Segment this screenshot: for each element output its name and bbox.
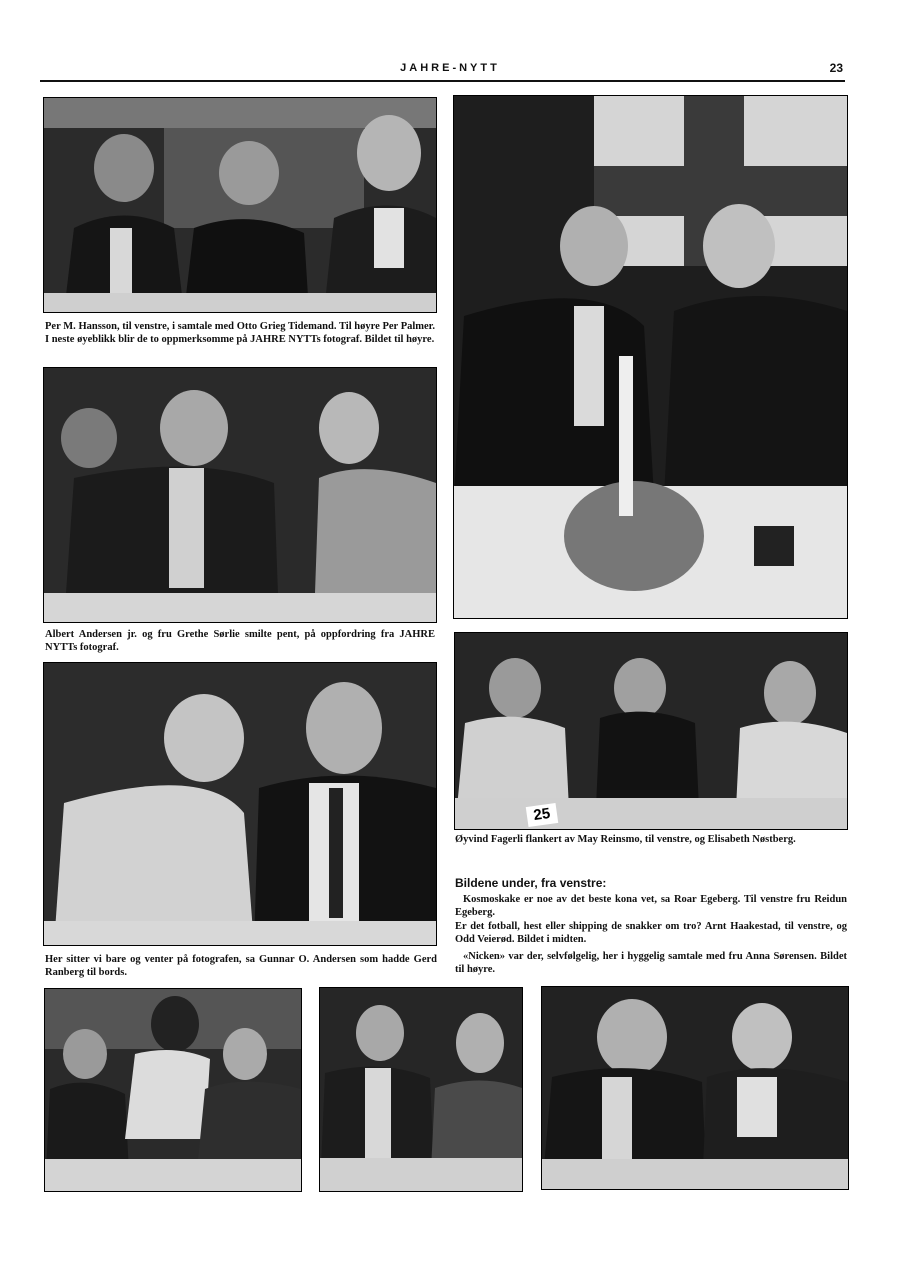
page-number: 23 — [829, 61, 843, 75]
photo-two-men-flag — [453, 95, 848, 619]
photo-bottom-middle-haakestad — [319, 987, 523, 1192]
below-caption-left: Kosmoskake er noe av det beste kona vet, sa Roar Egeberg. Til venstre fru Reidun Egeberg. — [455, 894, 847, 918]
caption-photo-three-men: Per M. Hansson, til venstre, i samtale med Otto Grieg Tidemand. Til høyre Per Palmer. I neste øyeblikk blir de to oppmerksomme på JAHRE NYTTs fotograf. Bildet til høyre. — [45, 321, 435, 345]
below-caption-right: «Nicken» var der, selvfølgelig, her i hyggelig samtale med fru Anna Sørensen. Bildet til høyre. — [455, 951, 847, 975]
table-number-card: 25 — [526, 803, 558, 827]
header-rule — [40, 80, 845, 82]
photo-couple-smiling — [43, 367, 437, 623]
below-photos-heading: Bildene under, fra venstre: — [455, 876, 607, 890]
photo-three-men — [43, 97, 437, 313]
photo-bottom-left-egeberg — [44, 988, 302, 1192]
caption-photo-oyvind-fagerli: Øyvind Fagerli flankert av May Reinsmo, til venstre, og Elisabeth Nøstberg. — [455, 834, 796, 845]
photo-oyvind-fagerli — [454, 632, 848, 830]
photo-gunnar-gerd — [43, 662, 437, 946]
photo-two-men-flag-table-card — [754, 526, 794, 566]
below-caption-middle: Er det fotball, hest eller shipping de snakker om tro? Arnt Haakestad, til venstre, og Odd Veierød. Bildet i midten. — [455, 921, 847, 945]
page-header-title: JAHRE-NYTT — [400, 62, 500, 74]
caption-photo-gunnar-gerd: Her sitter vi bare og venter på fotografen, sa Gunnar O. Andersen som hadde Gerd Ranberg til bords. — [45, 954, 437, 978]
caption-photo-couple-smiling: Albert Andersen jr. og fru Grethe Sørlie smilte pent, på oppfordring fra JAHRE NYTTs fotograf. — [45, 629, 435, 653]
photo-bottom-right-nicken — [541, 986, 849, 1190]
